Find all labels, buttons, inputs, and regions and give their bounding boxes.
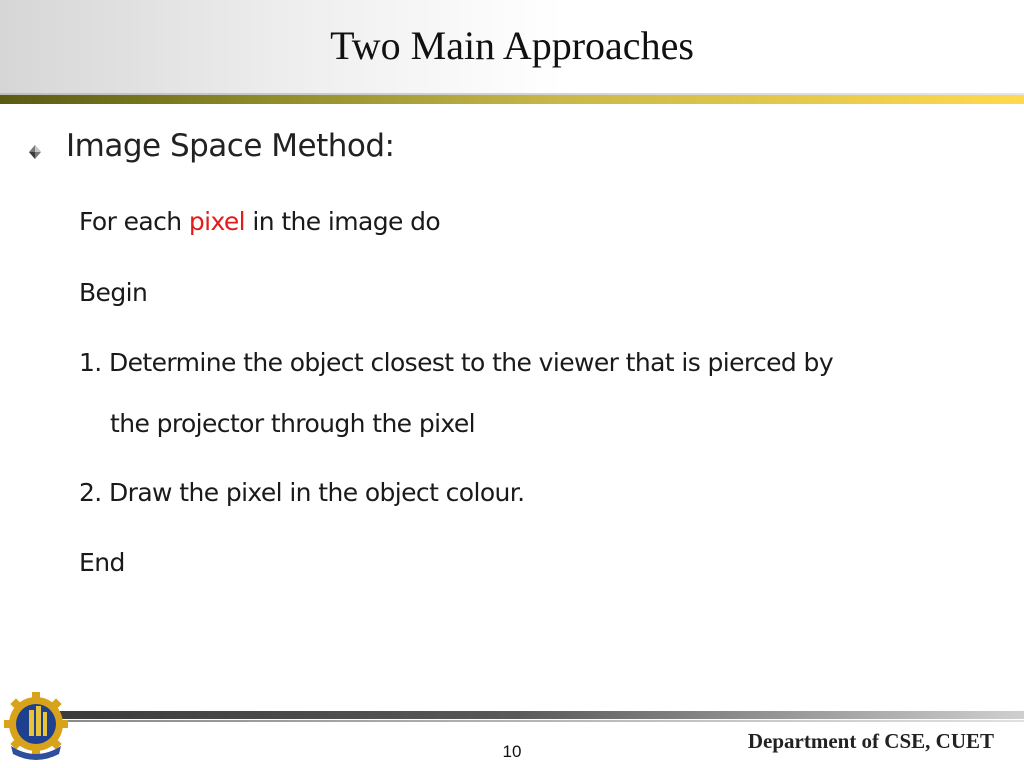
line1-text-before: For each	[79, 207, 189, 236]
footer-divider	[60, 711, 540, 719]
pseudocode-step-1: 1. Determine the object closest to the viewer that is pierced by	[79, 348, 834, 377]
cuet-logo	[3, 690, 69, 762]
highlighted-word-pixel: pixel	[188, 207, 246, 236]
footer-divider-fade	[520, 711, 1024, 719]
bullet-heading: Image Space Method:	[66, 128, 395, 164]
pseudocode-line-begin: Begin	[79, 278, 148, 307]
page-number: 10	[502, 742, 522, 761]
title-divider	[0, 95, 1024, 104]
footer-divider-thin	[60, 720, 1024, 722]
diamond-bullet-icon	[27, 143, 43, 163]
slide-title: Two Main Approaches	[330, 23, 694, 68]
pseudocode-step-2: 2. Draw the pixel in the object colour.	[79, 478, 525, 507]
pseudocode-line-end: End	[79, 548, 125, 577]
line1-text-after: in the image do	[245, 207, 441, 236]
pseudocode-step-1-continuation: the projector through the pixel	[110, 409, 475, 438]
pseudocode-line-for-each	[79, 207, 440, 236]
footer-department: Department of CSE, CUET	[747, 729, 994, 753]
